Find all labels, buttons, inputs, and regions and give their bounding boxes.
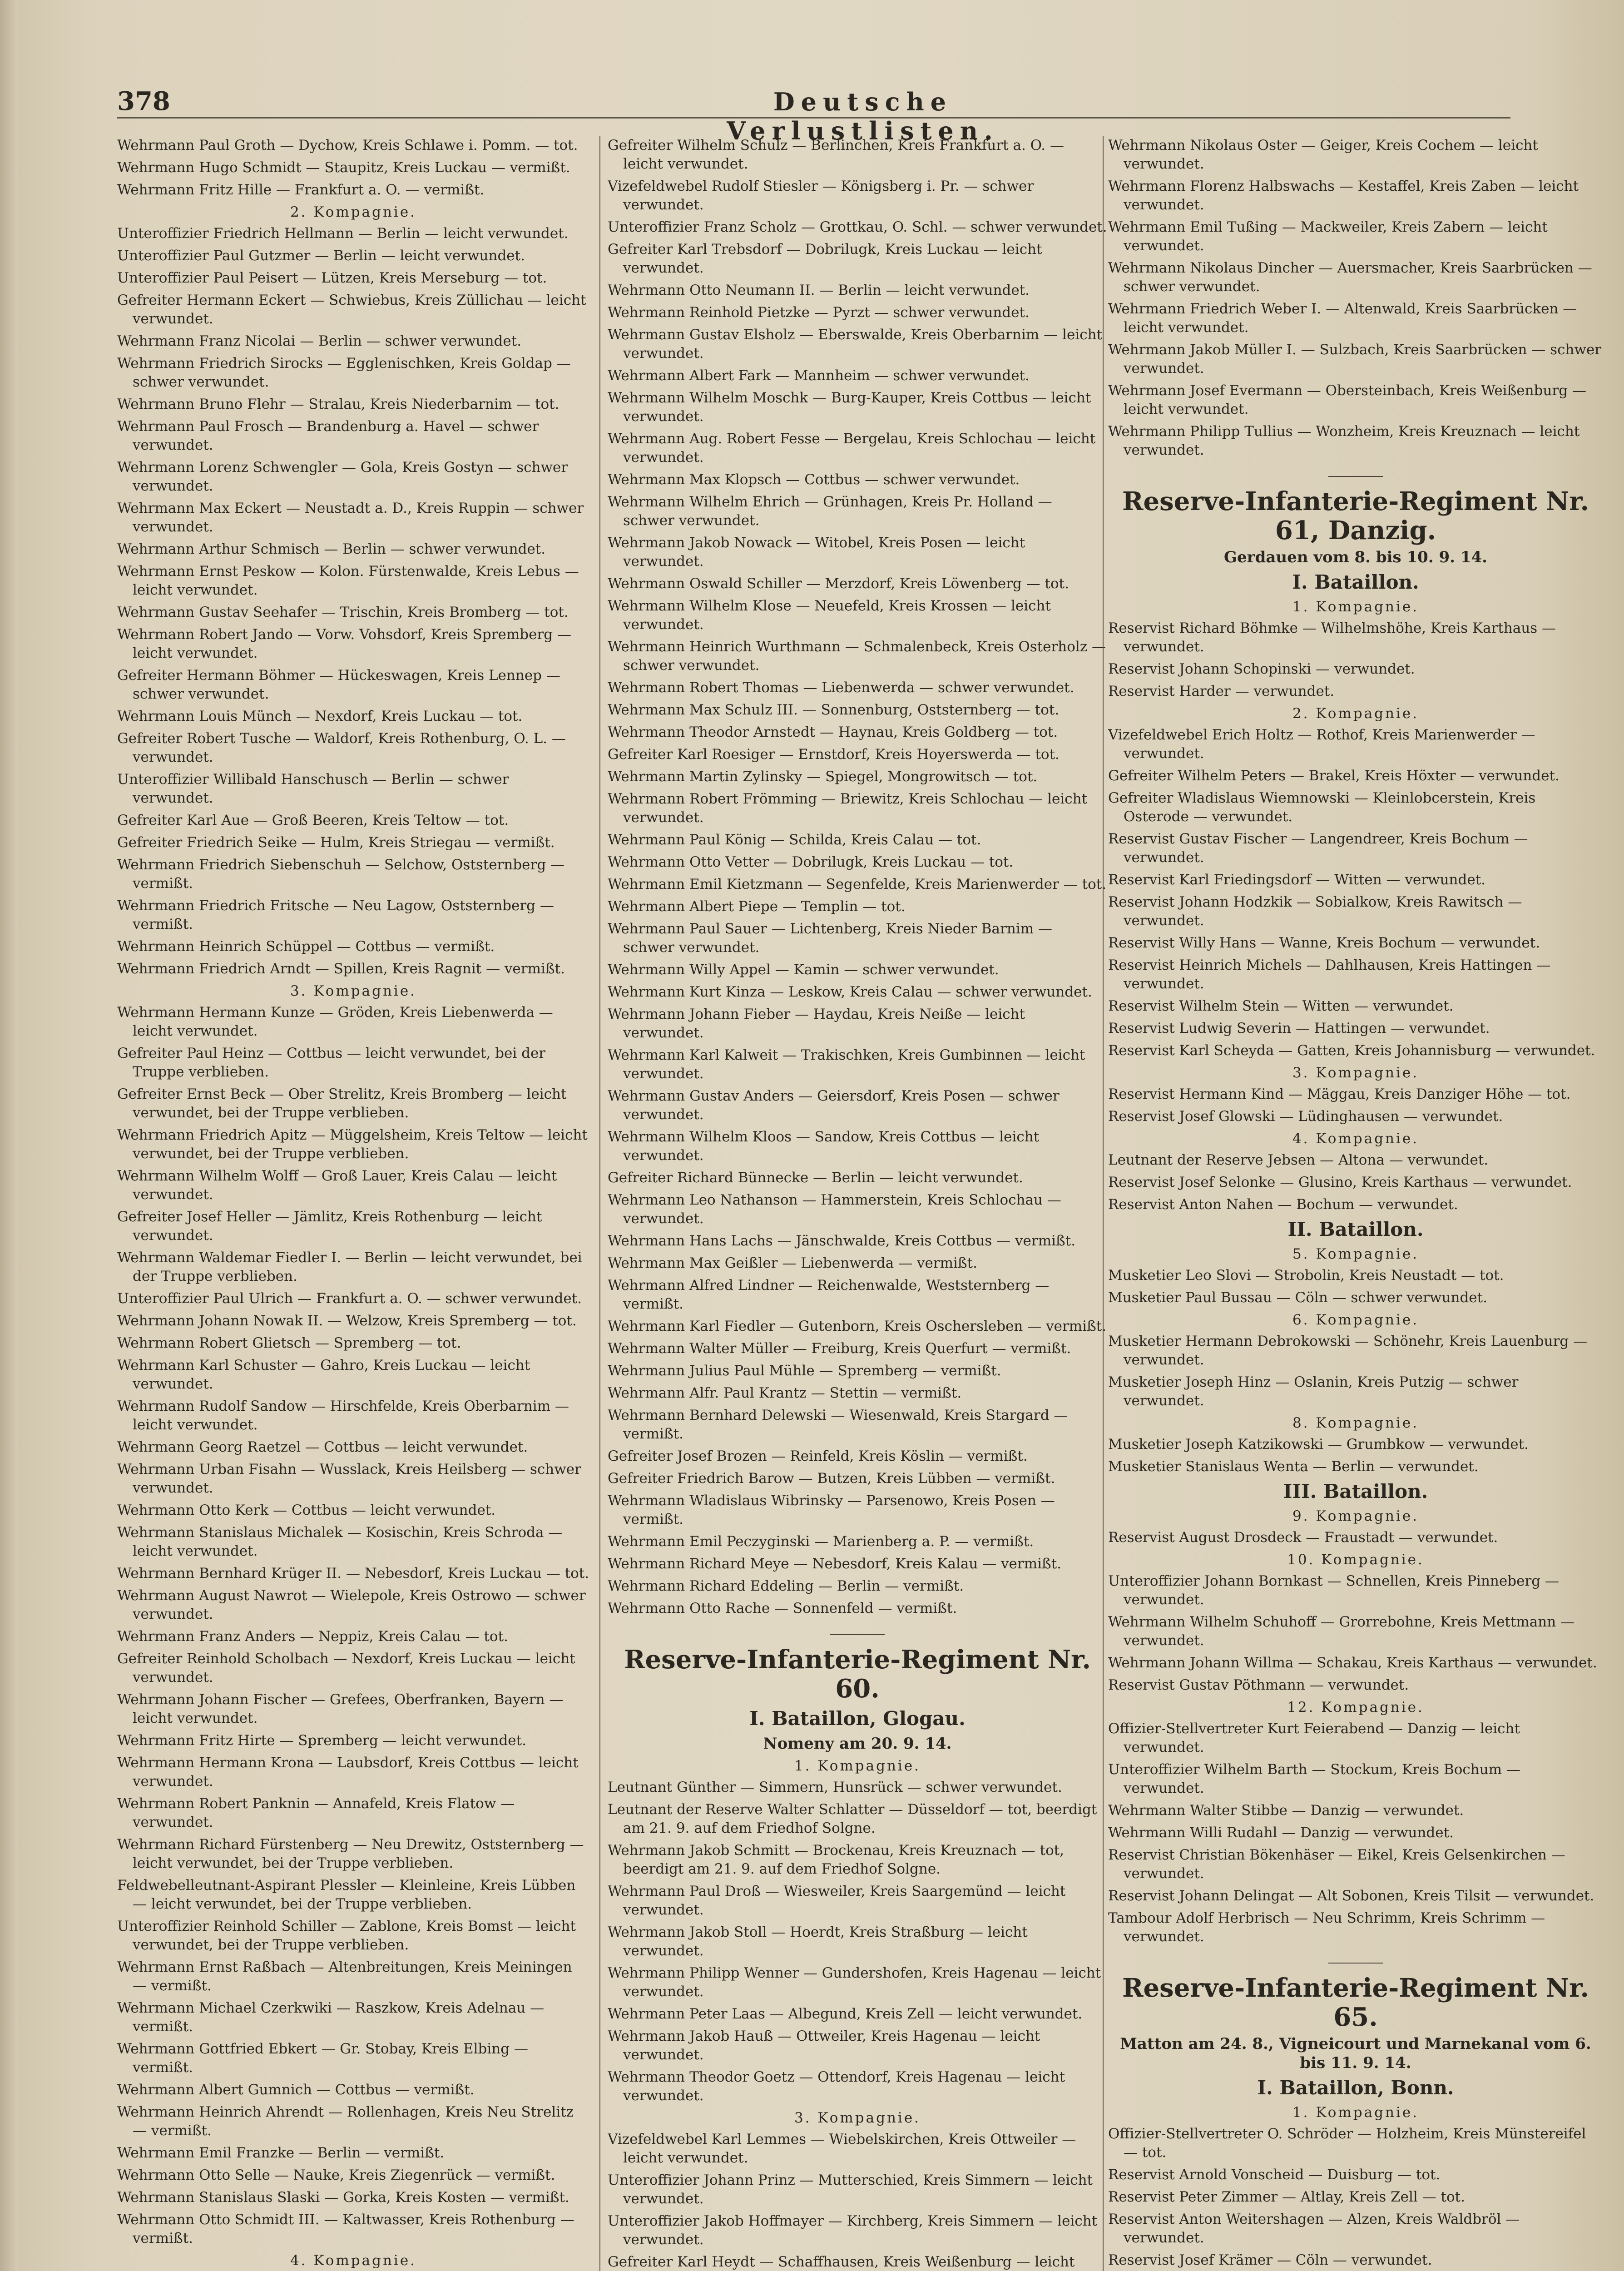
battalion-heading: I. Bataillon, Bonn.	[1257, 2077, 1454, 2099]
casualty-entry: Wehrmann Albert Piepe — Templin — tot.	[608, 898, 906, 915]
casualty-entry: Reservist Richard Böhmke — Wilhelmshöhe, Kreis Karthaus — verwundet.	[1108, 620, 1556, 655]
casualty-entry: Wehrmann Friedrich Fritsche — Neu Lagow, Oststernberg — vermißt.	[117, 897, 554, 932]
casualty-entry: Unteroffizier Jakob Hoffmayer — Kirchberg, Kreis Simmern — leicht verwundet.	[608, 2213, 1098, 2248]
column-middle	[608, 136, 1107, 2271]
casualty-entry: Wehrmann Rudolf Sandow — Hirschfelde, Kreis Oberbarnim — leicht verwundet.	[117, 1398, 569, 1433]
casualty-entry: Wehrmann Jakob Nowack — Witobel, Kreis Posen — leicht verwundet.	[608, 535, 1025, 570]
casualty-entry: Wehrmann Friedrich Weber I. — Altenwald, Kreis Saarbrücken — leicht verwundet.	[1108, 301, 1577, 336]
casualty-entry: Unteroffizier Reinhold Schiller — Zablone, Kreis Bomst — leicht verwundet, bei der Truppe verblieben.	[117, 1918, 576, 1953]
casualty-entry: Musketier Joseph Katzikowski — Grumbkow — verwundet.	[1108, 1436, 1529, 1453]
column-right	[1108, 136, 1603, 2271]
casualty-entry: Wehrmann Paul Sauer — Lichtenberg, Kreis Nieder Barnim — schwer verwundet.	[608, 921, 1052, 956]
casualty-entry: Musketier Leo Slovi — Strobolin, Kreis Neustadt — tot.	[1108, 1267, 1504, 1284]
casualty-entry: Musketier Paul Bussau — Cöln — schwer verwundet.	[1108, 1289, 1487, 1306]
casualty-entry: Wehrmann Friedrich Apitz — Müggelsheim, Kreis Teltow — leicht verwundet, bei der Truppe verblieben.	[117, 1127, 588, 1162]
casualty-entry: Wehrmann Emil Peczyginski — Marienberg a. P. — vermißt.	[608, 1533, 1034, 1550]
casualty-entry: Wehrmann Wladislaus Wibrinsky — Parsenowo, Kreis Posen — vermißt.	[608, 1493, 1055, 1527]
casualty-entry: Leutnant der Reserve Jebsen — Altona — verwundet.	[1108, 1152, 1489, 1168]
casualty-entry: Wehrmann Albert Gumnich — Cottbus — vermißt.	[117, 2082, 475, 2098]
casualty-entry: Wehrmann Ernst Raßbach — Altenbreitungen, Kreis Meiningen — vermißt.	[117, 1959, 572, 1994]
casualty-entry: Wehrmann Karl Kalweit — Trakischken, Kreis Gumbinnen — leicht verwundet.	[608, 1047, 1085, 1082]
company-heading: 2. Kompagnie.	[290, 204, 417, 220]
casualty-entry: Reservist Josef Glowski — Lüdinghausen — verwundet.	[1108, 1108, 1503, 1125]
casualty-entry: Wehrmann Walter Stibbe — Danzig — verwundet.	[1108, 1802, 1464, 1819]
casualty-entry: Wehrmann Otto Vetter — Dobrilugk, Kreis Luckau — tot.	[608, 854, 1014, 870]
casualty-entry: Wehrmann Robert Jando — Vorw. Vohsdorf, Kreis Spremberg — leicht verwundet.	[117, 626, 571, 661]
casualty-entry: Reservist August Drosdeck — Fraustadt — verwundet.	[1108, 1529, 1498, 1546]
casualty-entry: Unteroffizier Wilhelm Barth — Stockum, Kreis Bochum — verwundet.	[1108, 1761, 1520, 1796]
casualty-entry: Gefreiter Paul Heinz — Cottbus — leicht verwundet, bei der Truppe verblieben.	[117, 1045, 546, 1080]
battalion-heading: III. Bataillon.	[1283, 1480, 1428, 1502]
page-fold-shadow	[0, 0, 18, 2271]
casualty-entry: Wehrmann Richard Fürstenberg — Neu Drewitz, Oststernberg — leicht verwundet, bei der Truppe verblieben.	[117, 1836, 584, 1871]
company-heading: 9. Kompagnie.	[1292, 1508, 1419, 1524]
company-heading: 12. Kompagnie.	[1287, 1699, 1424, 1716]
casualty-entry: Unteroffizier Franz Scholz — Grottkau, O. Schl. — schwer verwundet.	[608, 219, 1107, 235]
casualty-entry: Wehrmann Otto Kerk — Cottbus — leicht verwundet.	[117, 1502, 496, 1518]
regiment-heading: Reserve-Infanterie-Regiment Nr. 60.	[624, 1645, 1091, 1704]
casualty-entry: Wehrmann Louis Münch — Nexdorf, Kreis Luckau — tot.	[117, 708, 523, 724]
casualty-entry: Vizefeldwebel Karl Lemmes — Wiebelskirchen, Kreis Ottweiler — leicht verwundet.	[608, 2131, 1076, 2166]
casualty-entry: Reservist Peter Zimmer — Altlay, Kreis Zell — tot.	[1108, 2189, 1465, 2205]
company-heading: 10. Kompagnie.	[1287, 1552, 1424, 1568]
casualty-entry: Wehrmann Josef Evermann — Obersteinbach, Kreis Weißenburg — leicht verwundet.	[1108, 382, 1586, 417]
casualty-entry: Vizefeldwebel Rudolf Stiesler — Königsberg i. Pr. — schwer verwundet.	[608, 178, 1034, 213]
casualty-entry: Wehrmann Johann Willma — Schakau, Kreis Karthaus — verwundet.	[1108, 1655, 1597, 1671]
casualty-entry: Leutnant der Reserve Walter Schlatter — Düsseldorf — tot, beerdigt am 21. 9. auf dem Friedhof Solgne.	[608, 1801, 1097, 1836]
casualty-entry: Gefreiter Robert Tusche — Waldorf, Kreis Rothenburg, O. L. — verwundet.	[117, 730, 566, 765]
casualty-entry: Reservist Josef Krämer — Cöln — verwundet.	[1108, 2252, 1432, 2268]
casualty-entry: Wehrmann Friedrich Siebenschuh — Selchow, Oststernberg — vermißt.	[117, 857, 565, 892]
casualty-entry: Musketier Joseph Hinz — Oslanin, Kreis Putzig — schwer verwundet.	[1108, 1374, 1519, 1409]
casualty-entry: Reservist Ludwig Severin — Hattingen — verwundet.	[1108, 1020, 1490, 1036]
company-heading: 3. Kompagnie.	[794, 2110, 921, 2126]
casualty-entry: Wehrmann Otto Selle — Nauke, Kreis Ziegenrück — vermißt.	[117, 2167, 555, 2183]
header-rule	[117, 117, 1510, 119]
casualty-entry: Wehrmann Wilhelm Klose — Neuefeld, Kreis Krossen — leicht verwundet.	[608, 598, 1051, 633]
casualty-entry: Gefreiter Friedrich Barow — Butzen, Kreis Lübben — vermißt.	[608, 1470, 1055, 1487]
section-rule	[830, 1634, 885, 1635]
casualty-entry: Gefreiter Wilhelm Schulz — Berlinchen, Kreis Frankfurt a. O. — leicht verwundet.	[608, 137, 1064, 172]
company-heading: 5. Kompagnie.	[1292, 1246, 1419, 1262]
casualty-entry: Wehrmann Emil Franzke — Berlin — vermißt.	[117, 2145, 445, 2161]
casualty-entry: Wehrmann Paul Groth — Dychow, Kreis Schlawe i. Pomm. — tot.	[117, 137, 578, 154]
casualty-entry: Wehrmann Paul Frosch — Brandenburg a. Havel — schwer verwundet.	[117, 418, 539, 453]
casualty-entry: Wehrmann Hugo Schmidt — Staupitz, Kreis Luckau — vermißt.	[117, 159, 570, 176]
casualty-entry: Gefreiter Karl Trebsdorf — Dobrilugk, Kreis Luckau — leicht verwundet.	[608, 241, 1042, 276]
casualty-entry: Wehrmann Franz Nicolai — Berlin — schwer verwundet.	[117, 333, 522, 349]
casualty-entry: Wehrmann Oswald Schiller — Merzdorf, Kreis Löwenberg — tot.	[608, 575, 1069, 592]
casualty-entry: Wehrmann Albert Fark — Mannheim — schwer verwundet.	[608, 367, 1030, 384]
casualty-entry: Gefreiter Reinhold Scholbach — Nexdorf, Kreis Luckau — leicht verwundet.	[117, 1651, 575, 1686]
casualty-entry: Wehrmann Waldemar Fiedler I. — Berlin — leicht verwundet, bei der Truppe verblieben.	[117, 1250, 582, 1284]
casualty-entry: Reservist Johann Hodzkik — Sobialkow, Kreis Rawitsch — verwundet.	[1108, 894, 1522, 929]
casualty-entry: Wehrmann Richard Meye — Nebesdorf, Kreis Kalau — vermißt.	[608, 1556, 1062, 1572]
casualty-entry: Wehrmann Ernst Peskow — Kolon. Fürstenwalde, Kreis Lebus — leicht verwundet.	[117, 563, 579, 598]
casualty-entry: Wehrmann Reinhold Pietzke — Pyrzt — schwer verwundet.	[608, 304, 1030, 321]
casualty-entry: Wehrmann Wilhelm Ehrich — Grünhagen, Kreis Pr. Holland — schwer verwundet.	[608, 494, 1052, 529]
casualty-entry: Reservist Harder — verwundet.	[1108, 683, 1335, 699]
casualty-entry: Reservist Hermann Kind — Mäggau, Kreis Danziger Höhe — tot.	[1108, 1086, 1571, 1102]
casualty-entry: Wehrmann Theodor Arnstedt — Haynau, Kreis Goldberg — tot.	[608, 724, 1058, 740]
casualty-entry: Wehrmann Jakob Stoll — Hoerdt, Kreis Straßburg — leicht verwundet.	[608, 1924, 1028, 1959]
casualty-entry: Wehrmann Walter Müller — Freiburg, Kreis Querfurt — vermißt.	[608, 1340, 1071, 1357]
casualty-entry: Gefreiter Karl Aue — Groß Beeren, Kreis Teltow — tot.	[117, 812, 509, 828]
casualty-entry: Wehrmann Robert Frömming — Briewitz, Kreis Schlochau — leicht verwundet.	[608, 791, 1088, 826]
casualty-entry: Gefreiter Karl Roesiger — Ernstdorf, Kreis Hoyerswerda — tot.	[608, 746, 1060, 763]
casualty-entry: Gefreiter Friedrich Seike — Hulm, Kreis Striegau — vermißt.	[117, 834, 555, 851]
battalion-heading: I. Bataillon.	[1292, 571, 1419, 593]
company-heading: 1. Kompagnie.	[794, 1758, 921, 1774]
page-number: 378	[117, 86, 170, 116]
casualty-entry: Wehrmann Johann Fieber — Haydau, Kreis Neiße — leicht verwundet.	[608, 1006, 1025, 1041]
casualty-entry: Wehrmann Bruno Flehr — Stralau, Kreis Niederbarnim — tot.	[117, 396, 559, 412]
casualty-entry: Reservist Gustav Fischer — Langendreer, Kreis Bochum — verwundet.	[1108, 831, 1528, 866]
casualty-entry: Wehrmann Wilhelm Kloos — Sandow, Kreis Cottbus — leicht verwundet.	[608, 1129, 1040, 1164]
casualty-entry: Wehrmann Hermann Kunze — Gröden, Kreis Liebenwerda — leicht verwundet.	[117, 1004, 553, 1039]
casualty-entry: Wehrmann Johann Fischer — Grefees, Oberfranken, Bayern — leicht verwundet.	[117, 1691, 564, 1726]
casualty-entry: Wehrmann Heinrich Schüppel — Cottbus — vermißt.	[117, 938, 495, 955]
casualty-entry: Wehrmann Robert Panknin — Annafeld, Kreis Flatow — verwundet.	[117, 1795, 515, 1830]
casualty-entry: Wehrmann Urban Fisahn — Wusslack, Kreis Heilsberg — schwer verwundet.	[117, 1461, 581, 1496]
casualty-entry: Wehrmann Michael Czerkwiki — Raszkow, Kreis Adelnau — vermißt.	[117, 2000, 545, 2035]
casualty-entry: Wehrmann Johann Nowak II. — Welzow, Kreis Spremberg — tot.	[117, 1313, 577, 1329]
casualty-entry: Wehrmann Gustav Anders — Geiersdorf, Kreis Posen — schwer verwundet.	[608, 1088, 1060, 1123]
battalion-heading: II. Bataillon.	[1287, 1218, 1424, 1240]
casualty-entry: Wehrmann Hans Lachs — Jänschwalde, Kreis Cottbus — vermißt.	[608, 1233, 1076, 1249]
casualty-entry: Wehrmann Paul Droß — Wiesweiler, Kreis Saargemünd — leicht verwundet.	[608, 1883, 1066, 1918]
casualty-entry: Leutnant Günther — Simmern, Hunsrück — schwer verwundet.	[608, 1779, 1062, 1795]
casualty-entry: Wehrmann Nikolaus Oster — Geiger, Kreis Cochem — leicht verwundet.	[1108, 137, 1538, 172]
casualty-entry: Unteroffizier Willibald Hanschusch — Berlin — schwer verwundet.	[117, 771, 509, 806]
casualty-entry: Wehrmann Kurt Kinza — Leskow, Kreis Calau — schwer verwundet.	[608, 984, 1092, 1000]
casualty-entry: Gefreiter Josef Heller — Jämlitz, Kreis Rothenburg — leicht verwundet.	[117, 1209, 542, 1244]
casualty-entry: Wehrmann Emil Kietzmann — Segenfelde, Kreis Marienwerder — tot.	[608, 876, 1107, 893]
casualty-entry: Wehrmann Alfr. Paul Krantz — Stettin — vermißt.	[608, 1385, 962, 1401]
casualty-entry: Wehrmann Stanislaus Michalek — Kosischin, Kreis Schroda — leicht verwundet.	[117, 1524, 563, 1559]
casualty-entry: Reservist Heinrich Michels — Dahlhausen, Kreis Hattingen — verwundet.	[1108, 957, 1551, 992]
regiment-heading: Reserve-Infanterie-Regiment Nr. 61, Danzig.	[1122, 486, 1589, 545]
column-divider	[1103, 136, 1104, 2271]
casualty-entry: Reservist Arnold Vonscheid — Duisburg — tot.	[1108, 2167, 1441, 2183]
section-rule	[1328, 476, 1383, 477]
company-heading: 4. Kompagnie.	[290, 2252, 417, 2269]
casualty-entry: Wehrmann Arthur Schmisch — Berlin — schwer verwundet.	[117, 541, 546, 557]
casualty-entry: Wehrmann Robert Glietsch — Spremberg — tot.	[117, 1335, 461, 1351]
casualty-entry: Wehrmann Bernhard Delewski — Wiesenwald, Kreis Stargard — vermißt.	[608, 1407, 1068, 1442]
casualty-entry: Gefreiter Ernst Beck — Ober Strelitz, Kreis Bromberg — leicht verwundet, bei der Truppe verblieben.	[117, 1086, 567, 1121]
casualty-entry: Wehrmann Willy Appel — Kamin — schwer verwundet.	[608, 962, 999, 978]
casualty-entry: Wehrmann Friedrich Sirocks — Egglenischken, Kreis Goldap — schwer verwundet.	[117, 355, 571, 390]
company-heading: 1. Kompagnie.	[1292, 599, 1419, 615]
casualty-entry: Wehrmann Jakob Müller I. — Sulzbach, Kreis Saarbrücken — schwer verwundet.	[1108, 342, 1602, 377]
running-title: Deutsche Verlustlisten.	[727, 87, 999, 145]
battle-place-date: Gerdauen vom 8. bis 10. 9. 14.	[1223, 548, 1487, 566]
casualty-entry: Wehrmann Heinrich Ahrendt — Rollenhagen, Kreis Neu Strelitz — vermißt.	[117, 2104, 574, 2139]
casualty-entry: Wehrmann Philipp Wenner — Gundershofen, Kreis Hagenau — leicht verwundet.	[608, 1965, 1101, 2000]
regiment-heading: Reserve-Infanterie-Regiment Nr. 65.	[1122, 1973, 1589, 2032]
casualty-entry: Wehrmann Wilhelm Wolff — Groß Lauer, Kreis Calau — leicht verwundet.	[117, 1168, 557, 1203]
battle-place-date: Nomeny am 20. 9. 14.	[763, 1735, 952, 1753]
company-heading: 3. Kompagnie.	[290, 983, 417, 999]
casualty-entry: Reservist Johann Schopinski — verwundet.	[1108, 661, 1415, 677]
casualty-entry: Wehrmann Georg Raetzel — Cottbus — leicht verwundet.	[117, 1439, 528, 1455]
company-heading: 2. Kompagnie.	[1292, 705, 1419, 722]
casualty-entry: Offizier-Stellvertreter O. Schröder — Holzheim, Kreis Münstereifel — tot.	[1108, 2126, 1586, 2161]
casualty-entry: Wehrmann Gustav Seehafer — Trischin, Kreis Bromberg — tot.	[117, 604, 569, 620]
casualty-entry: Wehrmann Wilhelm Schuhoff — Grorrebohne, Kreis Mettmann — verwundet.	[1108, 1614, 1575, 1649]
casualty-entry: Wehrmann Otto Schmidt III. — Kaltwasser, Kreis Rothenburg — vermißt.	[117, 2211, 574, 2246]
casualty-entry: Reservist Josef Selonke — Glusino, Kreis Karthaus — verwundet.	[1108, 1174, 1572, 1190]
column-left	[117, 136, 589, 2271]
casualty-entry: Wehrmann Theodor Goetz — Ottendorf, Kreis Hagenau — leicht verwundet.	[608, 2069, 1065, 2104]
casualty-entry: Wehrmann Peter Laas — Albegund, Kreis Zell — leicht verwundet.	[608, 2006, 1083, 2022]
casualty-entry: Wehrmann Robert Thomas — Liebenwerda — schwer verwundet.	[608, 679, 1074, 696]
casualty-entry: Unteroffizier Friedrich Hellmann — Berlin — leicht verwundet.	[117, 225, 569, 242]
casualty-entry: Wehrmann Nikolaus Dincher — Auersmacher, Kreis Saarbrücken — schwer verwundet.	[1108, 260, 1592, 295]
company-heading: 3. Kompagnie.	[1292, 1065, 1419, 1081]
casualty-entry: Vizefeldwebel Erich Holtz — Rothof, Kreis Marienwerder — verwundet.	[1108, 727, 1535, 762]
casualty-entry: Wehrmann Stanislaus Slaski — Gorka, Kreis Kosten — vermißt.	[117, 2189, 569, 2206]
casualty-entry: Wehrmann Otto Neumann II. — Berlin — leicht verwundet.	[608, 282, 1030, 298]
casualty-entry: Reservist Gustav Pöthmann — verwundet.	[1108, 1677, 1409, 1693]
casualty-entry: Wehrmann Karl Schuster — Gahro, Kreis Luckau — leicht verwundet.	[117, 1357, 530, 1392]
casualty-entry: Gefreiter Hermann Eckert — Schwiebus, Kreis Züllichau — leicht verwundet.	[117, 292, 586, 327]
casualty-entry: Wehrmann Jakob Schmitt — Brockenau, Kreis Kreuznach — tot, beerdigt am 21. 9. auf dem Friedhof Solgne.	[608, 1842, 1065, 1877]
casualty-entry: Wehrmann Julius Paul Mühle — Spremberg — vermißt.	[608, 1363, 1001, 1379]
casualty-entry: Wehrmann Friedrich Arndt — Spillen, Kreis Ragnit — vermißt.	[117, 961, 565, 977]
casualty-entry: Reservist Wilhelm Stein — Witten — verwundet.	[1108, 998, 1454, 1014]
casualty-entry: Wehrmann Martin Zylinsky — Spiegel, Mongrowitsch — tot.	[608, 769, 1038, 785]
casualty-entry: Wehrmann Franz Anders — Neppiz, Kreis Calau — tot.	[117, 1628, 508, 1645]
battle-place-date: Matton am 24. 8., Vigneicourt und Marnekanal vom 6. bis 11. 9. 14.	[1120, 2035, 1591, 2072]
column-divider	[599, 136, 600, 2271]
company-heading: 4. Kompagnie.	[1292, 1131, 1419, 1147]
casualty-entry: Reservist Anton Nahen — Bochum — verwundet.	[1108, 1196, 1458, 1213]
battalion-heading: I. Bataillon, Glogau.	[749, 1707, 965, 1730]
casualty-entry: Gefreiter Karl Heydt — Schaffhausen, Kreis Weißenburg — leicht	[608, 2254, 1075, 2270]
casualty-entry: Wehrmann Paul König — Schilda, Kreis Calau — tot.	[608, 832, 981, 848]
casualty-entry: Wehrmann Aug. Robert Fesse — Bergelau, Kreis Schlochau — leicht verwundet.	[608, 431, 1096, 466]
casualty-entry: Unteroffizier Paul Gutzmer — Berlin — leicht verwundet.	[117, 248, 525, 264]
casualty-entry: Gefreiter Josef Brozen — Reinfeld, Kreis Köslin — vermißt.	[608, 1448, 1028, 1464]
casualty-entry: Wehrmann Wilhelm Moschk — Burg-Kauper, Kreis Cottbus — leicht verwundet.	[608, 390, 1091, 425]
casualty-entry: Gefreiter Wladislaus Wiemnowski — Kleinlobcerstein, Kreis Osterode — verwundet.	[1108, 790, 1536, 825]
casualty-entry: Gefreiter Wilhelm Peters — Brakel, Kreis Höxter — verwundet.	[1108, 768, 1560, 784]
casualty-entry: Reservist Willy Hans — Wanne, Kreis Bochum — verwundet.	[1108, 935, 1540, 951]
casualty-entry: Wehrmann Jakob Hauß — Ottweiler, Kreis Hagenau — leicht verwundet.	[608, 2028, 1040, 2063]
casualty-entry: Wehrmann Fritz Hirte — Spremberg — leicht verwundet.	[117, 1732, 526, 1749]
casualty-entry: Wehrmann Max Schulz III. — Sonnenburg, Oststernberg — tot.	[608, 702, 1060, 718]
casualty-entry: Wehrmann Leo Nathanson — Hammerstein, Kreis Schlochau — verwundet.	[608, 1192, 1061, 1227]
casualty-entry: Wehrmann Max Eckert — Neustadt a. D., Kreis Ruppin — schwer verwundet.	[117, 500, 584, 535]
casualty-entry: Musketier Stanislaus Wenta — Berlin — verwundet.	[1108, 1458, 1479, 1475]
casualty-entry: Wehrmann Max Geißler — Liebenwerda — vermißt.	[608, 1255, 977, 1271]
casualty-entry: Reservist Karl Scheyda — Gatten, Kreis Johannisburg — verwundet.	[1108, 1042, 1595, 1059]
casualty-entry: Wehrmann Karl Fiedler — Gutenborn, Kreis Oschersleben — vermißt.	[608, 1318, 1107, 1334]
casualty-entry: Tambour Adolf Herbrisch — Neu Schrimm, Kreis Schrimm — verwundet.	[1108, 1910, 1545, 1945]
casualty-entry: Gefreiter Hermann Böhmer — Hückeswagen, Kreis Lennep — schwer verwundet.	[117, 667, 560, 702]
casualty-entry: Unteroffizier Paul Ulrich — Frankfurt a. O. — schwer verwundet.	[117, 1290, 582, 1307]
casualty-entry: Unteroffizier Johann Prinz — Mutterschied, Kreis Simmern — leicht verwundet.	[608, 2172, 1093, 2207]
casualty-entry: Reservist Johann Delingat — Alt Sobonen, Kreis Tilsit — verwundet.	[1108, 1888, 1594, 1904]
casualty-entry: Wehrmann Emil Tußing — Mackweiler, Kreis Zabern — leicht verwundet.	[1108, 219, 1548, 254]
casualty-entry: Wehrmann Willi Rudahl — Danzig — verwundet.	[1108, 1825, 1454, 1841]
casualty-entry: Wehrmann Richard Eddeling — Berlin — vermißt.	[608, 1578, 964, 1594]
casualty-entry: Feldwebelleutnant-Aspirant Plessler — Kleinleine, Kreis Lübben — leicht verwundet, bei der Truppe verblieben.	[117, 1877, 576, 1912]
casualty-entry: Reservist Karl Friedingsdorf — Witten — verwundet.	[1108, 872, 1486, 888]
casualty-entry: Wehrmann Florenz Halbswachs — Kestaffel, Kreis Zaben — leicht verwundet.	[1108, 178, 1579, 213]
casualty-entry: Reservist Christian Bökenhäser — Eikel, Kreis Gelsenkirchen — verwundet.	[1108, 1847, 1565, 1882]
casualty-entry: Wehrmann Otto Rache — Sonnenfeld — vermißt.	[608, 1600, 957, 1616]
casualty-entry: Wehrmann Heinrich Wurthmann — Schmalenbeck, Kreis Osterholz — schwer verwundet.	[608, 639, 1106, 674]
casualty-entry: Gefreiter Richard Bünnecke — Berlin — leicht verwundet.	[608, 1170, 1023, 1186]
casualty-entry: Unteroffizier Paul Peisert — Lützen, Kreis Merseburg — tot.	[117, 270, 547, 286]
casualty-entry: Wehrmann Fritz Hille — Frankfurt a. O. — vermißt.	[117, 182, 485, 198]
casualty-entry: Wehrmann Bernhard Krüger II. — Nebesdorf, Kreis Luckau — tot.	[117, 1565, 589, 1582]
casualty-entry: Wehrmann Max Klopsch — Cottbus — schwer verwundet.	[608, 471, 1020, 488]
company-heading: 6. Kompagnie.	[1292, 1312, 1419, 1328]
casualty-entry: Wehrmann Gustav Elsholz — Eberswalde, Kreis Oberbarnim — leicht verwundet.	[608, 327, 1102, 362]
casualty-entry: Wehrmann Gottfried Ebkert — Gr. Stobay, Kreis Elbing — vermißt.	[117, 2041, 528, 2076]
casualty-entry: Wehrmann Lorenz Schwengler — Gola, Kreis Gostyn — schwer verwundet.	[117, 459, 568, 494]
casualty-entry: Wehrmann Philipp Tullius — Wonzheim, Kreis Kreuznach — leicht verwundet.	[1108, 423, 1580, 458]
company-heading: 1. Kompagnie.	[1292, 2104, 1419, 2121]
casualty-entry: Wehrmann Alfred Lindner — Reichenwalde, Weststernberg — vermißt.	[608, 1277, 1050, 1312]
casualty-entry: Musketier Hermann Debrokowski — Schönehr, Kreis Lauenburg — verwundet.	[1108, 1333, 1588, 1368]
casualty-entry: Unteroffizier Johann Bornkast — Schnellen, Kreis Pinneberg — verwundet.	[1108, 1573, 1559, 1608]
company-heading: 8. Kompagnie.	[1292, 1415, 1419, 1431]
section-rule	[1328, 1963, 1383, 1964]
casualty-entry: Wehrmann Hermann Krona — Laubsdorf, Kreis Cottbus — leicht verwundet.	[117, 1755, 579, 1790]
casualty-entry: Reservist Anton Weitershagen — Alzen, Kreis Waldbröl — verwundet.	[1108, 2211, 1520, 2246]
casualty-entry: Offizier-Stellvertreter Kurt Feierabend — Danzig — leicht verwundet.	[1108, 1721, 1520, 1755]
casualty-entry: Wehrmann August Nawrot — Wielepole, Kreis Ostrowo — schwer verwundet.	[117, 1587, 586, 1622]
